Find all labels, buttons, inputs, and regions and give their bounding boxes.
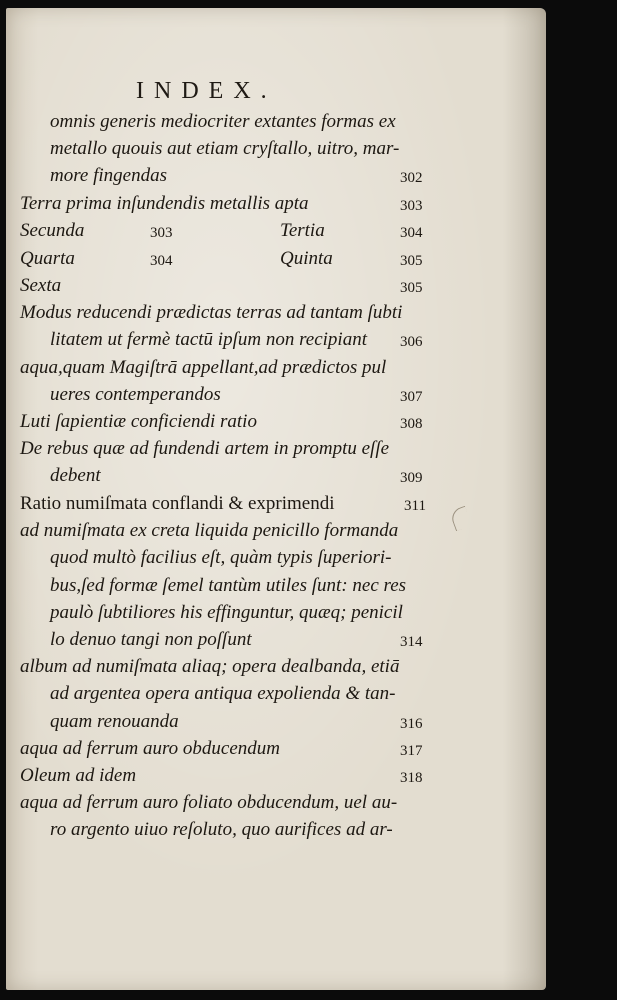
- page-number: 302: [400, 170, 423, 186]
- page-number: 308: [400, 416, 423, 432]
- page-number: 318: [400, 770, 423, 786]
- entry-line: Ratio numiſmata conflandi & exprimendi: [20, 493, 335, 514]
- entry-line: quod multò facilius eſt, quàm typis ſuperiori-: [50, 547, 392, 568]
- entry-line: litatem ut fermè tactū ipſum non recipiant: [50, 329, 367, 350]
- entry-line: bus,ſed formæ ſemel tantùm utiles ſunt: nec res: [50, 575, 407, 596]
- entry-line: lo denuo tangi non poſſunt: [50, 629, 252, 650]
- page-number: 314: [400, 634, 423, 650]
- page-number: 303: [400, 198, 423, 214]
- entry-line: more fingendas: [50, 165, 167, 186]
- entry-line: aqua ad ferrum auro obducendum: [20, 738, 280, 759]
- entry-line: Luti ſapientiæ conficiendi ratio: [20, 411, 257, 432]
- page-header: INDEX.: [136, 78, 277, 104]
- page-number: 304: [400, 225, 423, 241]
- entry-line: ueres contemperandos: [50, 384, 221, 405]
- entry-line: ad argentea opera antiqua expolienda & tan-: [50, 683, 396, 704]
- entry-line: Sexta: [20, 275, 62, 296]
- entry-line: Tertia: [280, 220, 325, 241]
- page-number: 305: [400, 280, 423, 296]
- entry-line: aqua ad ferrum auro foliato obducendum, uel au-: [20, 792, 398, 813]
- page-number: 305: [400, 253, 423, 269]
- entry-line: Modus reducendi prædictas terras ad tantam ſubti: [20, 302, 403, 323]
- entry-line: paulò ſubtiliores his effinguntur, quæq; penicil: [50, 602, 403, 623]
- page-number: 304: [150, 253, 173, 269]
- page-number: 311: [404, 498, 426, 514]
- entry-line: ro argento uiuo reſoluto, quo aurifices ad ar-: [50, 819, 393, 840]
- page-number: 317: [400, 743, 423, 759]
- entry-line: quam renouanda: [50, 711, 179, 732]
- page-number: 303: [150, 225, 173, 241]
- entry-line: De rebus quæ ad fundendi artem in promptu eſſe: [20, 438, 390, 459]
- entry-line: album ad numiſmata aliaq; opera dealbanda, etiā: [20, 656, 400, 677]
- entry-line: aqua,quam Magiſtrā appellant,ad prædictos pul: [20, 357, 387, 378]
- entry-line: omnis generis mediocriter extantes formas ex: [50, 111, 396, 132]
- page-number: 309: [400, 470, 423, 486]
- page-number: 306: [400, 334, 423, 350]
- entry-line: debent: [50, 465, 101, 486]
- page-number: 307: [400, 389, 423, 405]
- entry-line: ad numiſmata ex creta liquida penicillo formanda: [20, 520, 399, 541]
- entry-line: Secunda: [20, 220, 85, 241]
- entry-line: Oleum ad idem: [20, 765, 137, 786]
- entry-line: Terra prima inſundendis metallis apta: [20, 193, 309, 214]
- entry-line: Quarta: [20, 248, 75, 269]
- entry-line: metallo quouis aut etiam cryſtallo, uitro, mar-: [50, 138, 400, 159]
- entry-line: Quinta: [280, 248, 333, 269]
- margin-mark: [449, 506, 472, 532]
- book-page: [6, 8, 546, 990]
- page-number: 316: [400, 716, 423, 732]
